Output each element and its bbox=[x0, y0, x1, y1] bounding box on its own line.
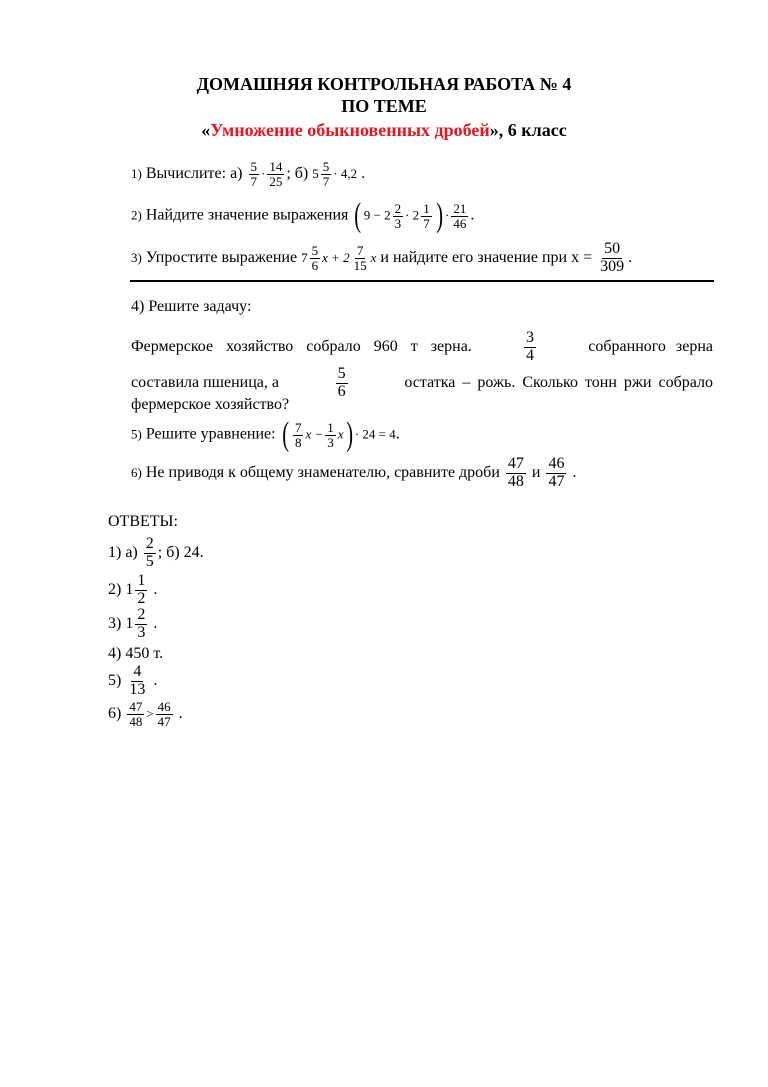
period: . bbox=[178, 704, 183, 722]
fraction bbox=[135, 607, 147, 642]
fraction bbox=[524, 330, 536, 365]
fraction bbox=[598, 241, 626, 276]
numerator: 5 bbox=[337, 365, 346, 382]
denominator: 47 bbox=[548, 472, 565, 490]
numerator: 5 bbox=[250, 159, 257, 174]
period: . bbox=[153, 671, 158, 689]
numerator: 46 bbox=[548, 455, 565, 472]
variable: x bbox=[370, 249, 377, 265]
answers-title: ОТВЕТЫ: bbox=[108, 513, 178, 530]
denominator: 48 bbox=[129, 713, 143, 729]
task-4-number: 4) bbox=[131, 298, 145, 315]
task-3-number: 3) bbox=[131, 249, 142, 265]
answer-6 bbox=[108, 700, 183, 728]
numerator: 1 bbox=[327, 419, 334, 435]
left-paren: ( bbox=[354, 197, 362, 234]
topic-grade: », 6 класс bbox=[489, 120, 567, 140]
period: . bbox=[395, 425, 400, 443]
task-6-number: 6) bbox=[131, 464, 142, 480]
numerator: 21 bbox=[453, 200, 467, 216]
denominator: 3 bbox=[137, 623, 146, 641]
denominator: 13 bbox=[129, 680, 146, 698]
numerator: 2 bbox=[137, 606, 146, 623]
denominator: 8 bbox=[294, 434, 302, 450]
numerator: 2 bbox=[394, 200, 402, 216]
conjunction: и bbox=[531, 463, 541, 481]
period: . bbox=[572, 463, 577, 481]
fraction bbox=[336, 366, 348, 401]
fraction bbox=[127, 664, 147, 699]
task-5-number: 5) bbox=[131, 426, 142, 442]
expression-part: x + 2 bbox=[322, 249, 350, 265]
expression-rest: · 4,2 bbox=[333, 165, 358, 181]
fraction bbox=[421, 202, 432, 230]
greater-than: > bbox=[146, 705, 154, 721]
task-4-text: остатка – рожь. Сколько тонн ржи собрало bbox=[404, 374, 713, 392]
expression-part: x − bbox=[305, 426, 324, 442]
numerator: 5 bbox=[322, 159, 330, 174]
numerator: 5 bbox=[311, 243, 319, 259]
right-paren: ) bbox=[435, 197, 443, 234]
fraction bbox=[546, 456, 566, 491]
answer-3 bbox=[108, 607, 157, 642]
numerator: 3 bbox=[526, 329, 535, 346]
numerator: 7 bbox=[356, 243, 364, 259]
numerator: 46 bbox=[157, 699, 171, 714]
numerator: 47 bbox=[507, 455, 524, 472]
fraction bbox=[352, 244, 369, 272]
topic-name: Умножение обыкновенных дробей bbox=[210, 120, 490, 140]
denominator: 7 bbox=[423, 215, 430, 231]
denominator: 4 bbox=[526, 346, 535, 364]
whole-part: 7 bbox=[301, 249, 308, 265]
divider-line bbox=[130, 280, 714, 282]
task-5 bbox=[131, 418, 400, 452]
numerator: 2 bbox=[145, 535, 154, 552]
task-6-text: Не приводя к общему знаменателю, сравните дроби bbox=[145, 463, 500, 481]
numerator: 1 bbox=[423, 200, 430, 216]
page-title: ДОМАШНЯЯ КОНТРОЛЬНАЯ РАБОТА № 4 bbox=[196, 74, 572, 94]
task-5-text: Решите уравнение: bbox=[145, 425, 276, 443]
task-6 bbox=[131, 456, 576, 491]
denominator: 15 bbox=[353, 257, 367, 273]
task-3-text: Упростите выражение bbox=[145, 248, 298, 266]
answer-text: ; б) 24. bbox=[157, 543, 204, 561]
expression-rest: · 24 = 4 bbox=[354, 426, 396, 442]
expression-part: 9 − 2 bbox=[363, 207, 391, 223]
fraction bbox=[321, 160, 332, 188]
denominator: 47 bbox=[157, 713, 171, 729]
denominator: 2 bbox=[137, 589, 146, 607]
quote-open: « bbox=[201, 120, 211, 140]
fraction bbox=[506, 456, 526, 491]
numerator: 47 bbox=[129, 699, 143, 714]
whole-part: 1 bbox=[125, 614, 134, 632]
numerator: 7 bbox=[294, 419, 302, 435]
denominator: 7 bbox=[250, 173, 257, 189]
page-subtitle: ПО ТЕМЕ bbox=[341, 96, 427, 116]
period: . bbox=[628, 248, 633, 266]
task-2 bbox=[131, 199, 474, 233]
fraction bbox=[310, 244, 321, 272]
variable: x bbox=[337, 426, 344, 442]
answer-1 bbox=[108, 536, 204, 571]
fraction bbox=[127, 700, 144, 728]
answer-4: 4) 450 т. bbox=[108, 645, 164, 662]
task-4-line-1 bbox=[131, 330, 713, 365]
task-4-label: Решите задачу: bbox=[148, 298, 252, 315]
answer-label: 6) bbox=[108, 704, 122, 722]
separator: ; б) bbox=[286, 164, 309, 182]
answer-5 bbox=[108, 664, 157, 699]
numerator: 4 bbox=[133, 663, 142, 680]
task-2-number: 2) bbox=[131, 207, 142, 223]
period: . bbox=[361, 164, 366, 182]
denominator: 46 bbox=[453, 215, 467, 231]
task-4-heading bbox=[131, 298, 251, 316]
denominator: 6 bbox=[337, 382, 346, 400]
denominator: 5 bbox=[145, 552, 154, 570]
numerator: 14 bbox=[269, 159, 283, 174]
task-2-text: Найдите значение выражения bbox=[145, 206, 349, 224]
period: . bbox=[470, 206, 475, 224]
task-4-text: собранного зерна bbox=[588, 338, 713, 356]
answer-2 bbox=[108, 573, 157, 608]
dot: · bbox=[261, 165, 266, 181]
denominator: 7 bbox=[322, 173, 330, 189]
numerator: 50 bbox=[604, 240, 621, 257]
answer-label: 1) а) bbox=[108, 543, 138, 561]
task-3-text-2: и найдите его значение при x = bbox=[380, 248, 593, 266]
answer-label: 5) bbox=[108, 671, 122, 689]
whole-part: 5 bbox=[312, 165, 319, 181]
fraction bbox=[135, 573, 147, 608]
task-4-text: составила пшеница, а bbox=[131, 374, 279, 392]
denominator: 48 bbox=[507, 472, 524, 490]
denominator: 309 bbox=[600, 257, 625, 275]
denominator: 3 bbox=[327, 434, 334, 450]
fraction bbox=[156, 700, 173, 728]
task-3 bbox=[131, 241, 632, 276]
fraction bbox=[267, 160, 284, 188]
whole-part: 1 bbox=[125, 580, 134, 598]
fraction bbox=[325, 421, 336, 449]
task-4-text: Фермерское хозяйство собрало 960 т зерна. bbox=[131, 338, 472, 356]
numerator: 1 bbox=[137, 572, 146, 589]
denominator: 6 bbox=[311, 257, 319, 273]
right-paren: ) bbox=[345, 416, 353, 453]
answer-label: 2) bbox=[108, 580, 122, 598]
fraction bbox=[393, 202, 404, 230]
fraction bbox=[293, 421, 304, 449]
period: . bbox=[153, 614, 158, 632]
period: . bbox=[153, 580, 158, 598]
expression-part: · 2 bbox=[405, 207, 420, 223]
left-paren: ( bbox=[281, 416, 289, 453]
fraction bbox=[451, 202, 468, 230]
fraction bbox=[249, 160, 260, 188]
task-1 bbox=[131, 160, 365, 188]
dot: · bbox=[445, 207, 450, 223]
fraction bbox=[144, 536, 156, 571]
task-1-number: 1) bbox=[131, 165, 142, 181]
task-4-line-3: фермерское хозяйство? bbox=[131, 396, 290, 413]
topic-line bbox=[0, 120, 768, 141]
task-1-text: Вычислите: а) bbox=[145, 164, 243, 182]
answer-label: 3) bbox=[108, 614, 122, 632]
denominator: 25 bbox=[269, 173, 283, 189]
denominator: 3 bbox=[394, 215, 402, 231]
